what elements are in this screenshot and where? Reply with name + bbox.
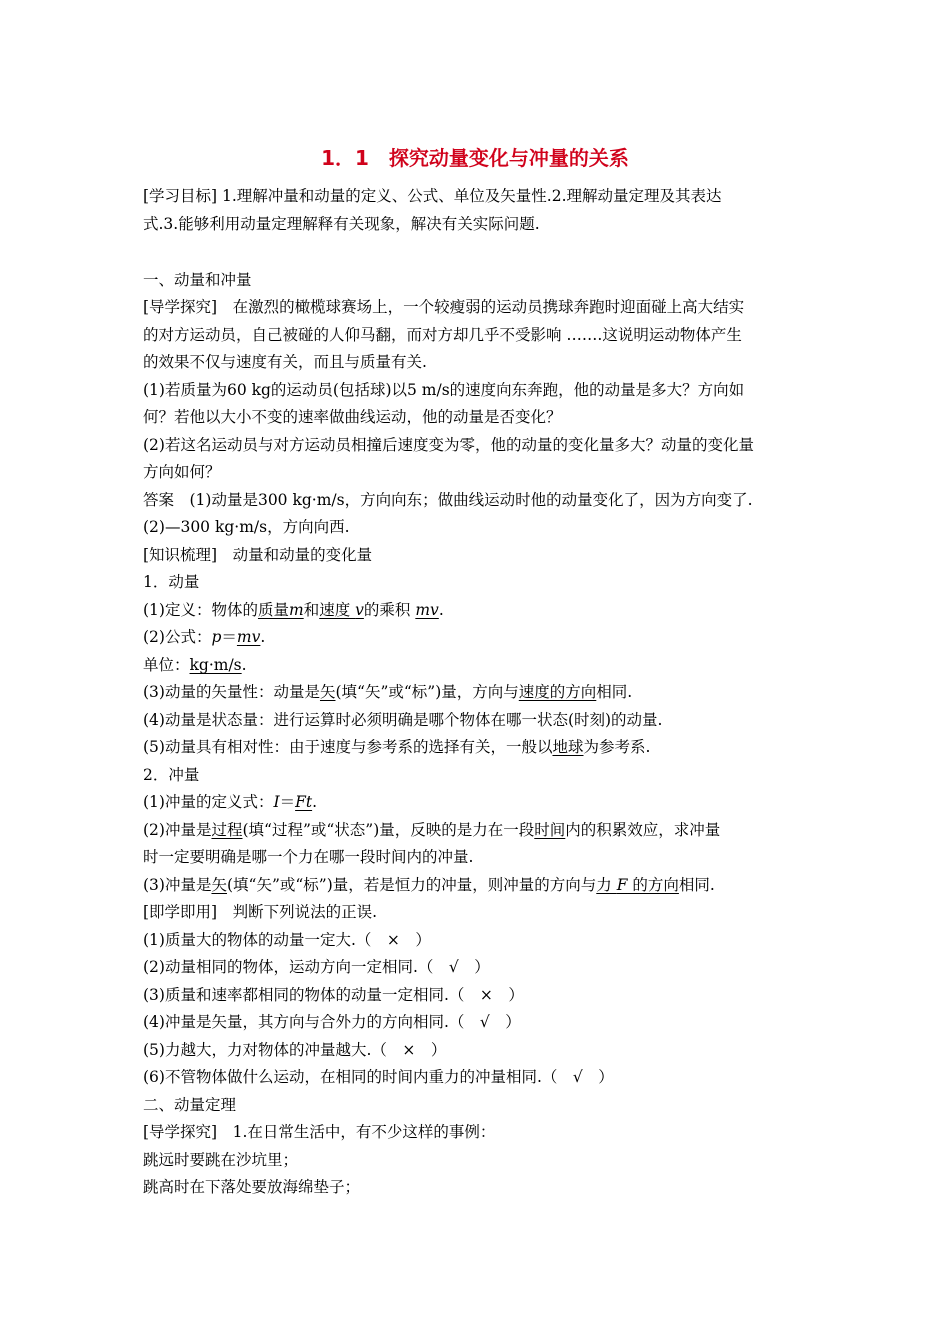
text-line <box>143 623 813 651</box>
text-segment: (填“过程”或“状态”)量，反映的是力在一段 <box>242 821 535 839</box>
text-segment: ＝ <box>279 793 296 811</box>
text-line <box>143 403 813 431</box>
text-line <box>143 1091 813 1119</box>
underlined-answer: kg·m/s <box>189 656 242 674</box>
underlined-answer: F <box>616 876 628 894</box>
text-segment: (3)质量和速率都相同的物体的动量一定相同.（ × ） <box>143 986 524 1004</box>
text-segment: 的对方运动员，自己被碰的人仰马翻，而对方却几乎不受影响 …….这说明运动物体产生 <box>143 326 742 344</box>
text-segment: (2)—300 kg·m/s，方向向西. <box>143 518 350 536</box>
underlined-answer: 力 <box>596 876 617 894</box>
text-line <box>143 816 813 844</box>
text-segment: 时一定要明确是哪一个力在哪一段时间内的冲量. <box>143 848 474 866</box>
text-line <box>143 651 813 679</box>
underlined-answer: 时间 <box>534 821 566 839</box>
text-segment: 跳远时要跳在沙坑里； <box>143 1151 299 1169</box>
text-segment: (4)冲量是矢量，其方向与合外力的方向相同.（ √ ） <box>143 1013 521 1031</box>
text-segment: [学习目标] 1.理解冲量和动量的定义、公式、单位及矢量性.2.理解动量定理及其表达 <box>143 187 722 205</box>
text-segment: (1)定义：物体的 <box>143 601 258 619</box>
text-segment: [导学探究] 1.在日常生活中，有不少这样的事例： <box>143 1123 496 1141</box>
underlined-answer: 地球 <box>552 738 584 756</box>
text-line <box>143 541 813 569</box>
text-segment: 相同. <box>596 683 633 701</box>
text-line <box>143 1118 813 1146</box>
underlined-answer: 矢 <box>211 876 227 894</box>
text-line <box>143 871 813 899</box>
text-segment: (2)公式： <box>143 628 212 646</box>
text-line <box>143 513 813 541</box>
text-segment: 式.3.能够利用动量定理解释有关现象，解决有关实际问题. <box>143 215 540 233</box>
text-segment: (填“矢”或“标”)量，若是恒力的冲量，则冲量的方向与 <box>226 876 597 894</box>
text-line <box>143 1173 813 1201</box>
text-segment: 答案 (1)动量是300 kg·m/s，方向向东；做曲线运动时他的动量变化了，因为方向变了. <box>143 491 753 509</box>
text-segment: (4)动量是状态量：进行运算时必须明确是哪个物体在哪一状态(时刻)的动量. <box>143 711 663 729</box>
text-line <box>143 733 813 761</box>
text-line <box>143 486 813 514</box>
text-segment: [导学探究] 在激烈的橄榄球赛场上，一个较瘦弱的运动员携球奔跑时迎面碰上高大结实 <box>143 298 745 316</box>
text-segment: [即学即用] 判断下列说法的正误. <box>143 903 378 921</box>
text-line <box>143 568 813 596</box>
text-segment: (6)不管物体做什么运动，在相同的时间内重力的冲量相同.（ √ ） <box>143 1068 614 1086</box>
underlined-answer: 速度 <box>319 601 356 619</box>
underlined-answer: m <box>288 601 304 619</box>
text-line <box>143 706 813 734</box>
underlined-answer: mv <box>236 628 261 646</box>
underlined-answer: mv <box>415 601 439 619</box>
text-segment: (3)动量的矢量性：动量是 <box>143 683 320 701</box>
text-segment: 的效果不仅与速度有关，而且与质量有关. <box>143 353 427 371</box>
text-line <box>143 182 813 210</box>
text-line <box>143 596 813 624</box>
text-segment: [知识梳理] 动量和动量的变化量 <box>143 546 373 564</box>
text-segment: 内的积累效应，求冲量 <box>565 821 721 839</box>
text-line <box>143 1008 813 1036</box>
text-line <box>143 293 813 321</box>
text-segment: p <box>211 628 222 646</box>
text-segment: (1)质量大的物体的动量一定大.（ × ） <box>143 931 431 949</box>
underlined-answer: v <box>355 601 364 619</box>
text-line <box>143 348 813 376</box>
text-segment: (2)若这名运动员与对方运动员相撞后速度变为零，他的动量的变化量多大？动量的变化量 <box>143 436 754 454</box>
text-segment: 何？若他以大小不变的速率做曲线运动，他的动量是否变化？ <box>143 408 562 426</box>
underlined-answer: 质量 <box>257 601 289 619</box>
text-segment: 1．动量 <box>143 573 200 591</box>
text-segment: (2)动量相同的物体，运动方向一定相同.（ √ ） <box>143 958 490 976</box>
text-line <box>143 458 813 486</box>
text-segment: 2．冲量 <box>143 766 200 784</box>
text-line <box>143 1036 813 1064</box>
text-line <box>143 843 813 871</box>
text-segment: 跳高时在下落处要放海绵垫子； <box>143 1178 361 1196</box>
underlined-answer: 速度的方向 <box>518 683 597 701</box>
text-segment: 方向如何？ <box>143 463 221 481</box>
text-segment: 二、动量定理 <box>143 1096 237 1114</box>
text-line <box>143 981 813 1009</box>
underlined-answer: 矢 <box>319 683 336 701</box>
text-segment: . <box>260 628 266 646</box>
text-line <box>143 678 813 706</box>
text-line <box>143 926 813 954</box>
page-title: 1．1 探究动量变化与冲量的关系 <box>321 146 629 170</box>
underlined-answer: Ft <box>295 793 313 811</box>
text-segment: . <box>241 656 247 674</box>
text-line <box>143 266 813 294</box>
text-line <box>143 210 813 238</box>
text-line <box>143 1146 813 1174</box>
text-line <box>143 953 813 981</box>
text-segment: (填“矢”或“标”)量，方向与 <box>335 683 519 701</box>
text-segment: 的乘积 <box>363 601 416 619</box>
underlined-answer: 的方向 <box>627 876 679 894</box>
text-segment: (1)若质量为60 kg的运动员(包括球)以5 m/s的速度向东奔跑，他的动量是多大？方向如 <box>143 381 745 399</box>
text-segment: I <box>273 793 280 811</box>
text-segment: (3)冲量是 <box>143 876 212 894</box>
text-segment: (5)力越大，力对物体的冲量越大.（ × ） <box>143 1041 447 1059</box>
text-segment: 和 <box>303 601 320 619</box>
underlined-answer: 过程 <box>211 821 243 839</box>
text-segment: . <box>438 601 444 619</box>
text-segment: (2)冲量是 <box>143 821 212 839</box>
text-line <box>143 788 813 816</box>
text-line <box>143 376 813 404</box>
text-segment: (5)动量具有相对性：由于速度与参考系的选择有关，一般以 <box>143 738 553 756</box>
text-segment: 单位： <box>143 656 190 674</box>
text-segment: . <box>312 793 318 811</box>
text-segment: 为参考系. <box>583 738 651 756</box>
text-line <box>143 431 813 459</box>
text-line <box>143 761 813 789</box>
text-line <box>143 1063 813 1091</box>
text-line <box>143 898 813 926</box>
text-segment: (1)冲量的定义式： <box>143 793 274 811</box>
text-segment: 一、动量和冲量 <box>143 271 252 289</box>
text-segment: 相同. <box>678 876 715 894</box>
text-segment: ＝ <box>221 628 237 646</box>
text-line <box>143 321 813 349</box>
